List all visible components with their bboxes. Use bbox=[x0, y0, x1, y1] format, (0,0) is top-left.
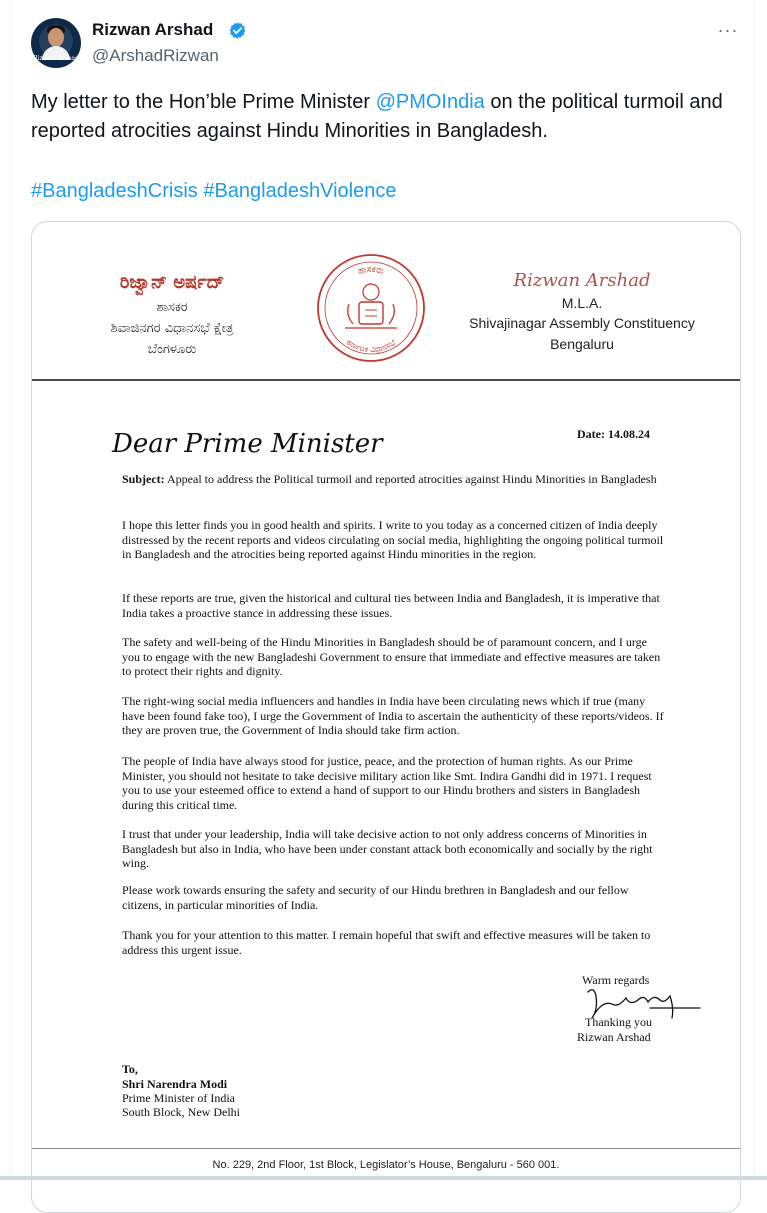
letter-paragraph-7: Please work towards ensuring the safety and security of our Hindu brethren in Bangladesh and our fellow citizens, in particular minorities of India. bbox=[122, 883, 629, 912]
closing-regards: Warm regards bbox=[582, 973, 650, 987]
letterhead-english-city: Bengaluru bbox=[550, 336, 614, 352]
signer-name: Rizwan Arshad bbox=[577, 1030, 651, 1044]
letter-paragraph-6: I trust that under your leadership, India will take decisive action to not only address concerns of Minorities in Bangladesh but also in India, who have been under constant attack both economically and socially by the right wing. bbox=[122, 827, 653, 871]
letterhead-kannada-title: ಶಾಸಕರ bbox=[156, 300, 188, 315]
karnataka-seal-icon bbox=[315, 252, 427, 364]
svg-text:ಶಾಸಕರು bbox=[357, 265, 385, 277]
seal-top-text: ಶಾಸಕರು bbox=[357, 264, 385, 277]
author-display-name[interactable]: Rizwan Arshad bbox=[92, 20, 214, 39]
letter-paragraph-2: If these reports are true, given the historical and cultural ties between India and Bangladesh, it is imperative that India takes a proactive stance in addressing these issues. bbox=[122, 591, 660, 620]
to-label: To, bbox=[122, 1062, 138, 1076]
avatar[interactable] bbox=[31, 18, 81, 68]
letterhead-english-constituency: Shivajinagar Assembly Constituency bbox=[469, 315, 695, 331]
hashtags bbox=[31, 177, 396, 206]
subject-label: Subject: bbox=[122, 472, 165, 486]
verified-badge-icon[interactable] bbox=[228, 21, 247, 40]
handwritten-salutation bbox=[110, 420, 383, 462]
author-handle[interactable]: @ArshadRizwan bbox=[92, 46, 219, 65]
bottom-border bbox=[0, 1176, 767, 1180]
recipient-name: Shri Narendra Modi bbox=[122, 1077, 228, 1091]
letter-paragraph-1: I hope this letter finds you in good health and spirits. I write to you today as a concerned citizen of India deeply distressed by the recent reports and videos circulating on social media, highlighting the ongoing political turmoil in Bangladesh and the atrocities being reported against Hindu minorities in the region. bbox=[122, 518, 664, 562]
thanking-you: Thanking you bbox=[585, 1015, 652, 1029]
footer-divider bbox=[32, 1148, 740, 1149]
recipient-title: Prime Minister of India bbox=[122, 1091, 235, 1105]
letter-date: Date: 14.08.24 bbox=[577, 427, 650, 441]
letterhead-kannada-city: ಬೆಂಗಳೂರು bbox=[147, 342, 197, 357]
avatar-face bbox=[48, 28, 64, 47]
timeline-border-left bbox=[11, 0, 12, 1180]
letterhead-english-title: M.L.A. bbox=[561, 295, 603, 311]
letter-subject bbox=[122, 472, 667, 487]
attached-letter-image[interactable] bbox=[31, 221, 741, 1213]
letter-paragraph-4: The right-wing social media influencers and handles in India have been circulating news which if true (many have been found fake too), I urge the Government of India to ascertain the authenticity of these reports/videos. If they are proven true, the Government of India should take firm action. bbox=[122, 694, 664, 738]
tweet-text-part2: on the political turmoil and reported atrocities against Hindu Minorities in Bangladesh. bbox=[31, 91, 723, 142]
letterhead-signature-name: Rizwan Arshad bbox=[513, 270, 651, 291]
subject-text: Appeal to address the Political turmoil and reported atrocities against Hindu Minorities in Bangladesh bbox=[164, 472, 657, 486]
letter-paragraph-3: The safety and well-being of the Hindu Minorities in Bangladesh should be of paramount concern, and I urge you to engage with the new Bangladeshi Government to ensure that immediate and effective measures are taken to protect their rights and dignity. bbox=[122, 635, 661, 679]
letterhead-footer-address: No. 229, 2nd Floor, 1st Block, Legislator’s House, Bengaluru - 560 001. bbox=[212, 1159, 560, 1171]
timeline-border-right bbox=[754, 0, 755, 1180]
hashtag-link-bangladeshviolence[interactable]: #BangladeshViolence bbox=[203, 180, 397, 202]
avatar-caption: Rizwan Arshad bbox=[33, 55, 79, 62]
svg-text:ಕರ್ನಾಟಕ ವಿಧಾನಸಭೆ bbox=[345, 337, 398, 354]
salutation-text: Dear Prime Minister bbox=[112, 429, 383, 459]
mention-link[interactable]: @PMOIndia bbox=[375, 91, 485, 113]
seal-bottom-text: ಕರ್ನಾಟಕ ವಿಧಾನಸಭೆ bbox=[344, 337, 398, 355]
letterhead-kannada-constituency: ಶಿವಾಜಿನಗರ ವಿಧಾನಸಭೆ ಕ್ಷೇತ್ರ bbox=[110, 321, 234, 336]
recipient-address: South Block, New Delhi bbox=[122, 1105, 240, 1119]
letter-paragraph-5: The people of India have always stood for justice, peace, and the protection of human rights. As our Prime Minister, you should not hesitate to take decisive military action like Smt. Indira Gandhi did in 1971. I request you to use your esteemed office to extend a hand of support to our Hindu brothers and sisters in Bangladesh during this critical time. bbox=[122, 754, 652, 812]
hashtag-link-bangladeshcrisis[interactable]: #BangladeshCrisis bbox=[31, 180, 198, 202]
tweet-text bbox=[31, 88, 741, 146]
letterhead-divider bbox=[32, 379, 740, 381]
letterhead-kannada-name: ರಿಜ್ವಾನ್ ಅರ್ಷದ್ bbox=[119, 272, 225, 293]
tweet-text-part1: My letter to the Hon’ble Prime Minister bbox=[31, 91, 376, 113]
more-options-icon[interactable]: ··· bbox=[717, 20, 739, 40]
letter-paragraph-8: Thank you for your attention to this matter. I remain hopeful that swift and effective measures will be taken to address this urgent issue. bbox=[122, 928, 651, 957]
